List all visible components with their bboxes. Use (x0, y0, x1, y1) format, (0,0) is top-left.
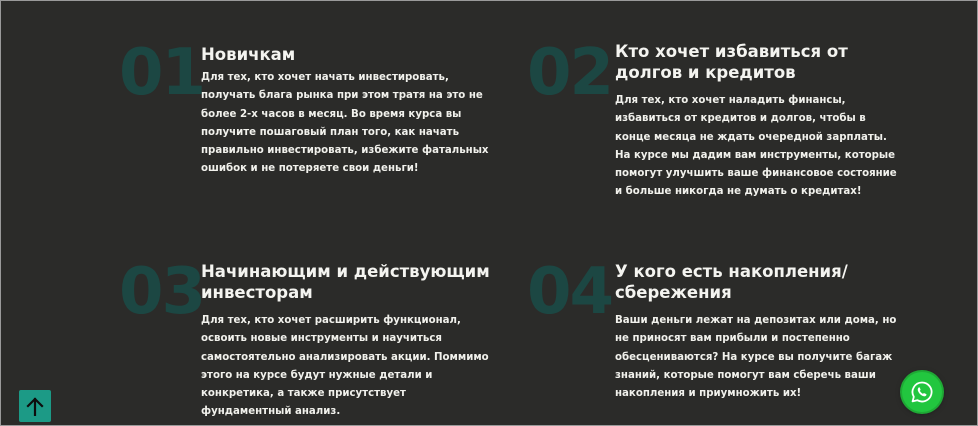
whatsapp-chat-button[interactable] (902, 372, 942, 412)
card-number: 04 (527, 255, 613, 329)
arrow-up-icon (26, 396, 44, 416)
scroll-to-top-button[interactable] (19, 390, 51, 422)
whatsapp-icon (910, 380, 934, 404)
card-title: Начинающим и действующим инвесторам (201, 262, 490, 302)
card-title: У кого есть накопления/ сбережения (615, 262, 848, 302)
card-description: Для тех, кто хочет расширить функционал, освоить новые инструменты и научиться самостоятельно анализировать акции. Поммимо этого на курсе будут нужные детали и конкретика, а также присутствует фундаментный анализ. (201, 315, 489, 418)
card-number: 01 (119, 36, 205, 110)
card-description: Для тех, кто хочет начать инвестировать, получать блага рынка при этом тратя на это не более 2-х часов в месяц. Во время курса вы получите пошаговый план того, как начать правильно инвестировать, избежите фатальных ошибок и не потеряете свои деньги! (201, 72, 489, 175)
card-description: Для тех, кто хочет наладить финансы, избавиться от кредитов и долгов, чтобы в конце месяца не ждать очередной зарплаты. На курсе мы дадим вам инструменты, которые помогут улучшить ваше финансовое состояние и больше никогда не думать о кредитах! (615, 95, 897, 198)
card-title: Новичкам (201, 45, 296, 64)
card-title: Кто хочет избавиться от долгов и кредитов (615, 42, 848, 82)
card-description: Ваши деньги лежат на депозитах или дома, но не приносят вам прибыли и постепенно обесцениваются? На курсе вы получите багаж знаний, которые помогут вам сберечь ваши накопления и приумножить их! (615, 315, 897, 400)
card-number: 02 (527, 36, 613, 110)
card-number: 03 (119, 255, 205, 329)
